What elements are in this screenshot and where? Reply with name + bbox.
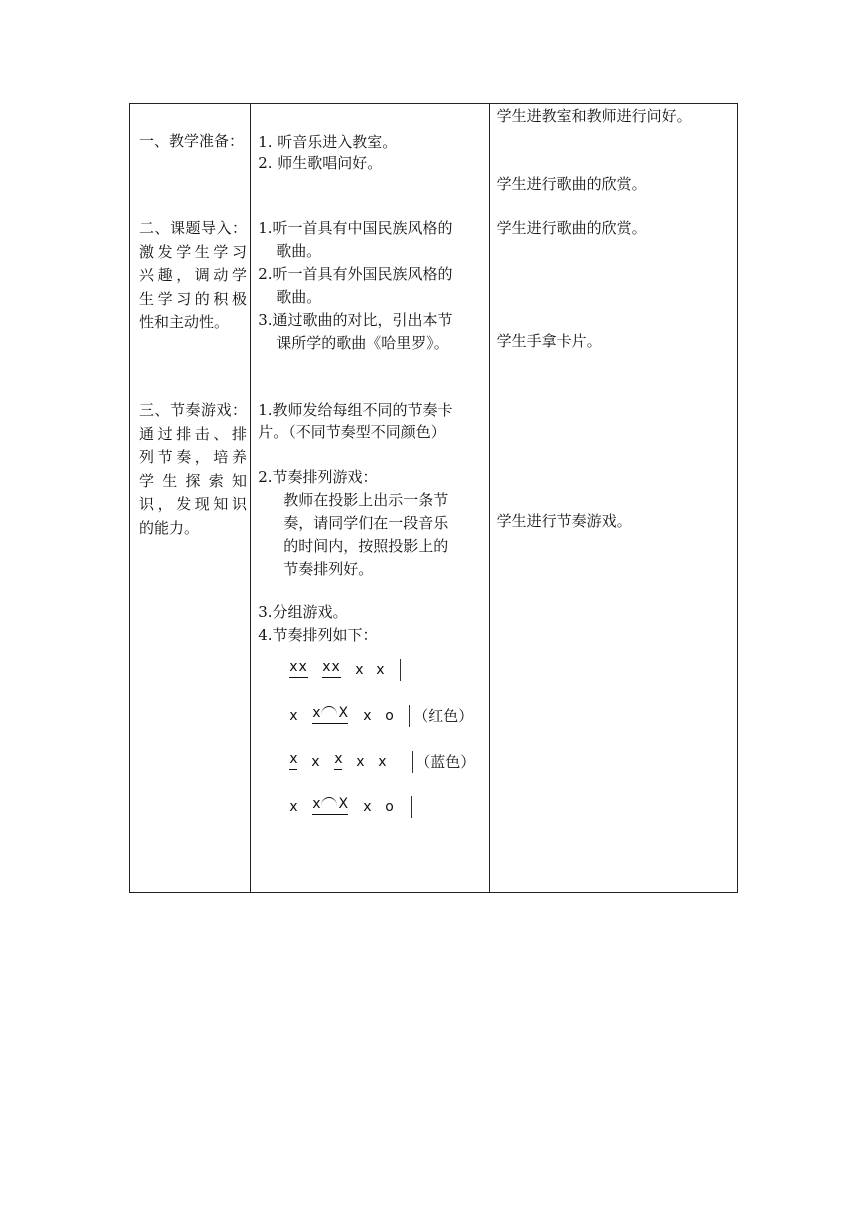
intro-item-3 <box>258 309 486 355</box>
game-item-2-title: 2.节奏排列游戏： <box>258 468 378 486</box>
intro-item-1-line: 歌曲。 <box>276 242 322 260</box>
game-item-2-line: 的时间内，按照投影上的 <box>283 537 449 555</box>
rhythm-note: x <box>289 708 298 724</box>
game-item-2-line: 奏，请同学们在一段音乐 <box>283 514 449 532</box>
section-game-line: 通过排击、排 <box>139 424 247 443</box>
student-activity: 学生进教室和教师进行问好。 <box>496 107 692 125</box>
section-game-title: 三、节奏游戏： <box>139 401 247 419</box>
section-prep-title: 一、教学准备： <box>139 132 245 150</box>
rhythm-note-pair: xx <box>289 657 308 678</box>
student-activity: 学生进行节奏游戏。 <box>496 512 632 530</box>
section-intro-line: 性和主动性。 <box>139 313 230 331</box>
rhythm-note: x <box>356 754 365 770</box>
rhythm-note-pair: xx <box>322 657 341 678</box>
rhythm-note: x <box>289 749 297 770</box>
rhythm-note: x <box>289 799 298 815</box>
lesson-plan-table <box>129 103 738 893</box>
game-item-2-line: 教师在投影上出示一条节 <box>283 491 449 509</box>
game-item-1-line: 1.教师发给每组不同的节奏卡 <box>258 401 453 419</box>
intro-item-2-num: 2. <box>258 265 273 283</box>
game-item-3: 3.分组游戏。 <box>258 603 348 621</box>
game-item-1-line: 片。（不同节奏型不同颜色） <box>258 423 446 441</box>
game-item-2-line: 节奏排列好。 <box>283 560 374 578</box>
section-game <box>139 399 247 540</box>
intro-item-1-line: 听一首具有中国民族风格的 <box>272 219 453 237</box>
rhythm-rest: o <box>385 708 394 724</box>
column-student-activities <box>489 104 737 893</box>
intro-item-2-line: 听一首具有外国民族风格的 <box>272 265 453 283</box>
rhythm-tied-pair: xX <box>312 703 348 724</box>
intro-item-3-line: 通过歌曲的对比，引出本节 <box>272 311 453 329</box>
section-intro-line: 激发学生学习 <box>139 242 247 261</box>
rhythm-note: x <box>376 662 385 678</box>
intro-item-3-line: 课所学的歌曲《哈里罗》。 <box>276 334 449 352</box>
prep-item: 1. 听音乐进入教室。 <box>258 133 398 151</box>
rhythm-barline <box>409 705 410 727</box>
rhythm-note: x <box>363 799 372 815</box>
section-game-line: 列节奏，培养 <box>139 448 247 466</box>
student-activity: 学生手拿卡片。 <box>496 332 602 350</box>
rhythm-note: x <box>311 754 320 770</box>
rhythm-note: x <box>334 749 342 770</box>
rhythm-note: x <box>378 754 387 770</box>
student-activity: 学生进行歌曲的欣赏。 <box>496 219 647 237</box>
section-game-line: 识，发现知识 <box>139 495 247 513</box>
section-intro-line: 生学习的积极 <box>139 289 247 308</box>
game-item-4: 4.节奏排列如下： <box>258 626 378 644</box>
section-intro <box>139 217 247 335</box>
section-game-line: 学 生 探 索 知 <box>139 471 247 490</box>
rhythm-note: x <box>355 662 364 678</box>
section-intro-title: 二、课题导入： <box>139 219 247 237</box>
intro-item-1 <box>258 217 486 263</box>
rhythm-rest: o <box>385 799 394 815</box>
rhythm-blue-label: （蓝色） <box>415 753 476 771</box>
column-teacher-activities <box>251 104 489 893</box>
rhythm-note: x <box>363 708 372 724</box>
rhythm-barline <box>412 751 413 773</box>
section-game-line: 的能力。 <box>139 518 200 537</box>
section-prep <box>139 130 247 154</box>
rhythm-row-2 <box>289 703 489 729</box>
intro-item-2-line: 歌曲。 <box>276 288 322 306</box>
prep-item: 2. 师生歌唱问好。 <box>258 154 383 172</box>
rhythm-barline <box>411 796 412 818</box>
rhythm-row-4 <box>289 794 489 820</box>
rhythm-barline <box>400 659 401 681</box>
intro-item-3-num: 3. <box>258 311 273 329</box>
intro-item-2 <box>258 263 486 309</box>
student-activity: 学生进行歌曲的欣赏。 <box>496 175 647 193</box>
rhythm-red-label: （红色） <box>413 707 474 725</box>
section-intro-line: 兴趣，调动学 <box>139 266 247 284</box>
intro-item-1-num: 1. <box>258 219 273 237</box>
rhythm-row-1 <box>289 657 489 683</box>
rhythm-row-3 <box>289 749 489 775</box>
column-sections <box>130 104 251 893</box>
rhythm-tied-pair: xX <box>312 794 348 815</box>
